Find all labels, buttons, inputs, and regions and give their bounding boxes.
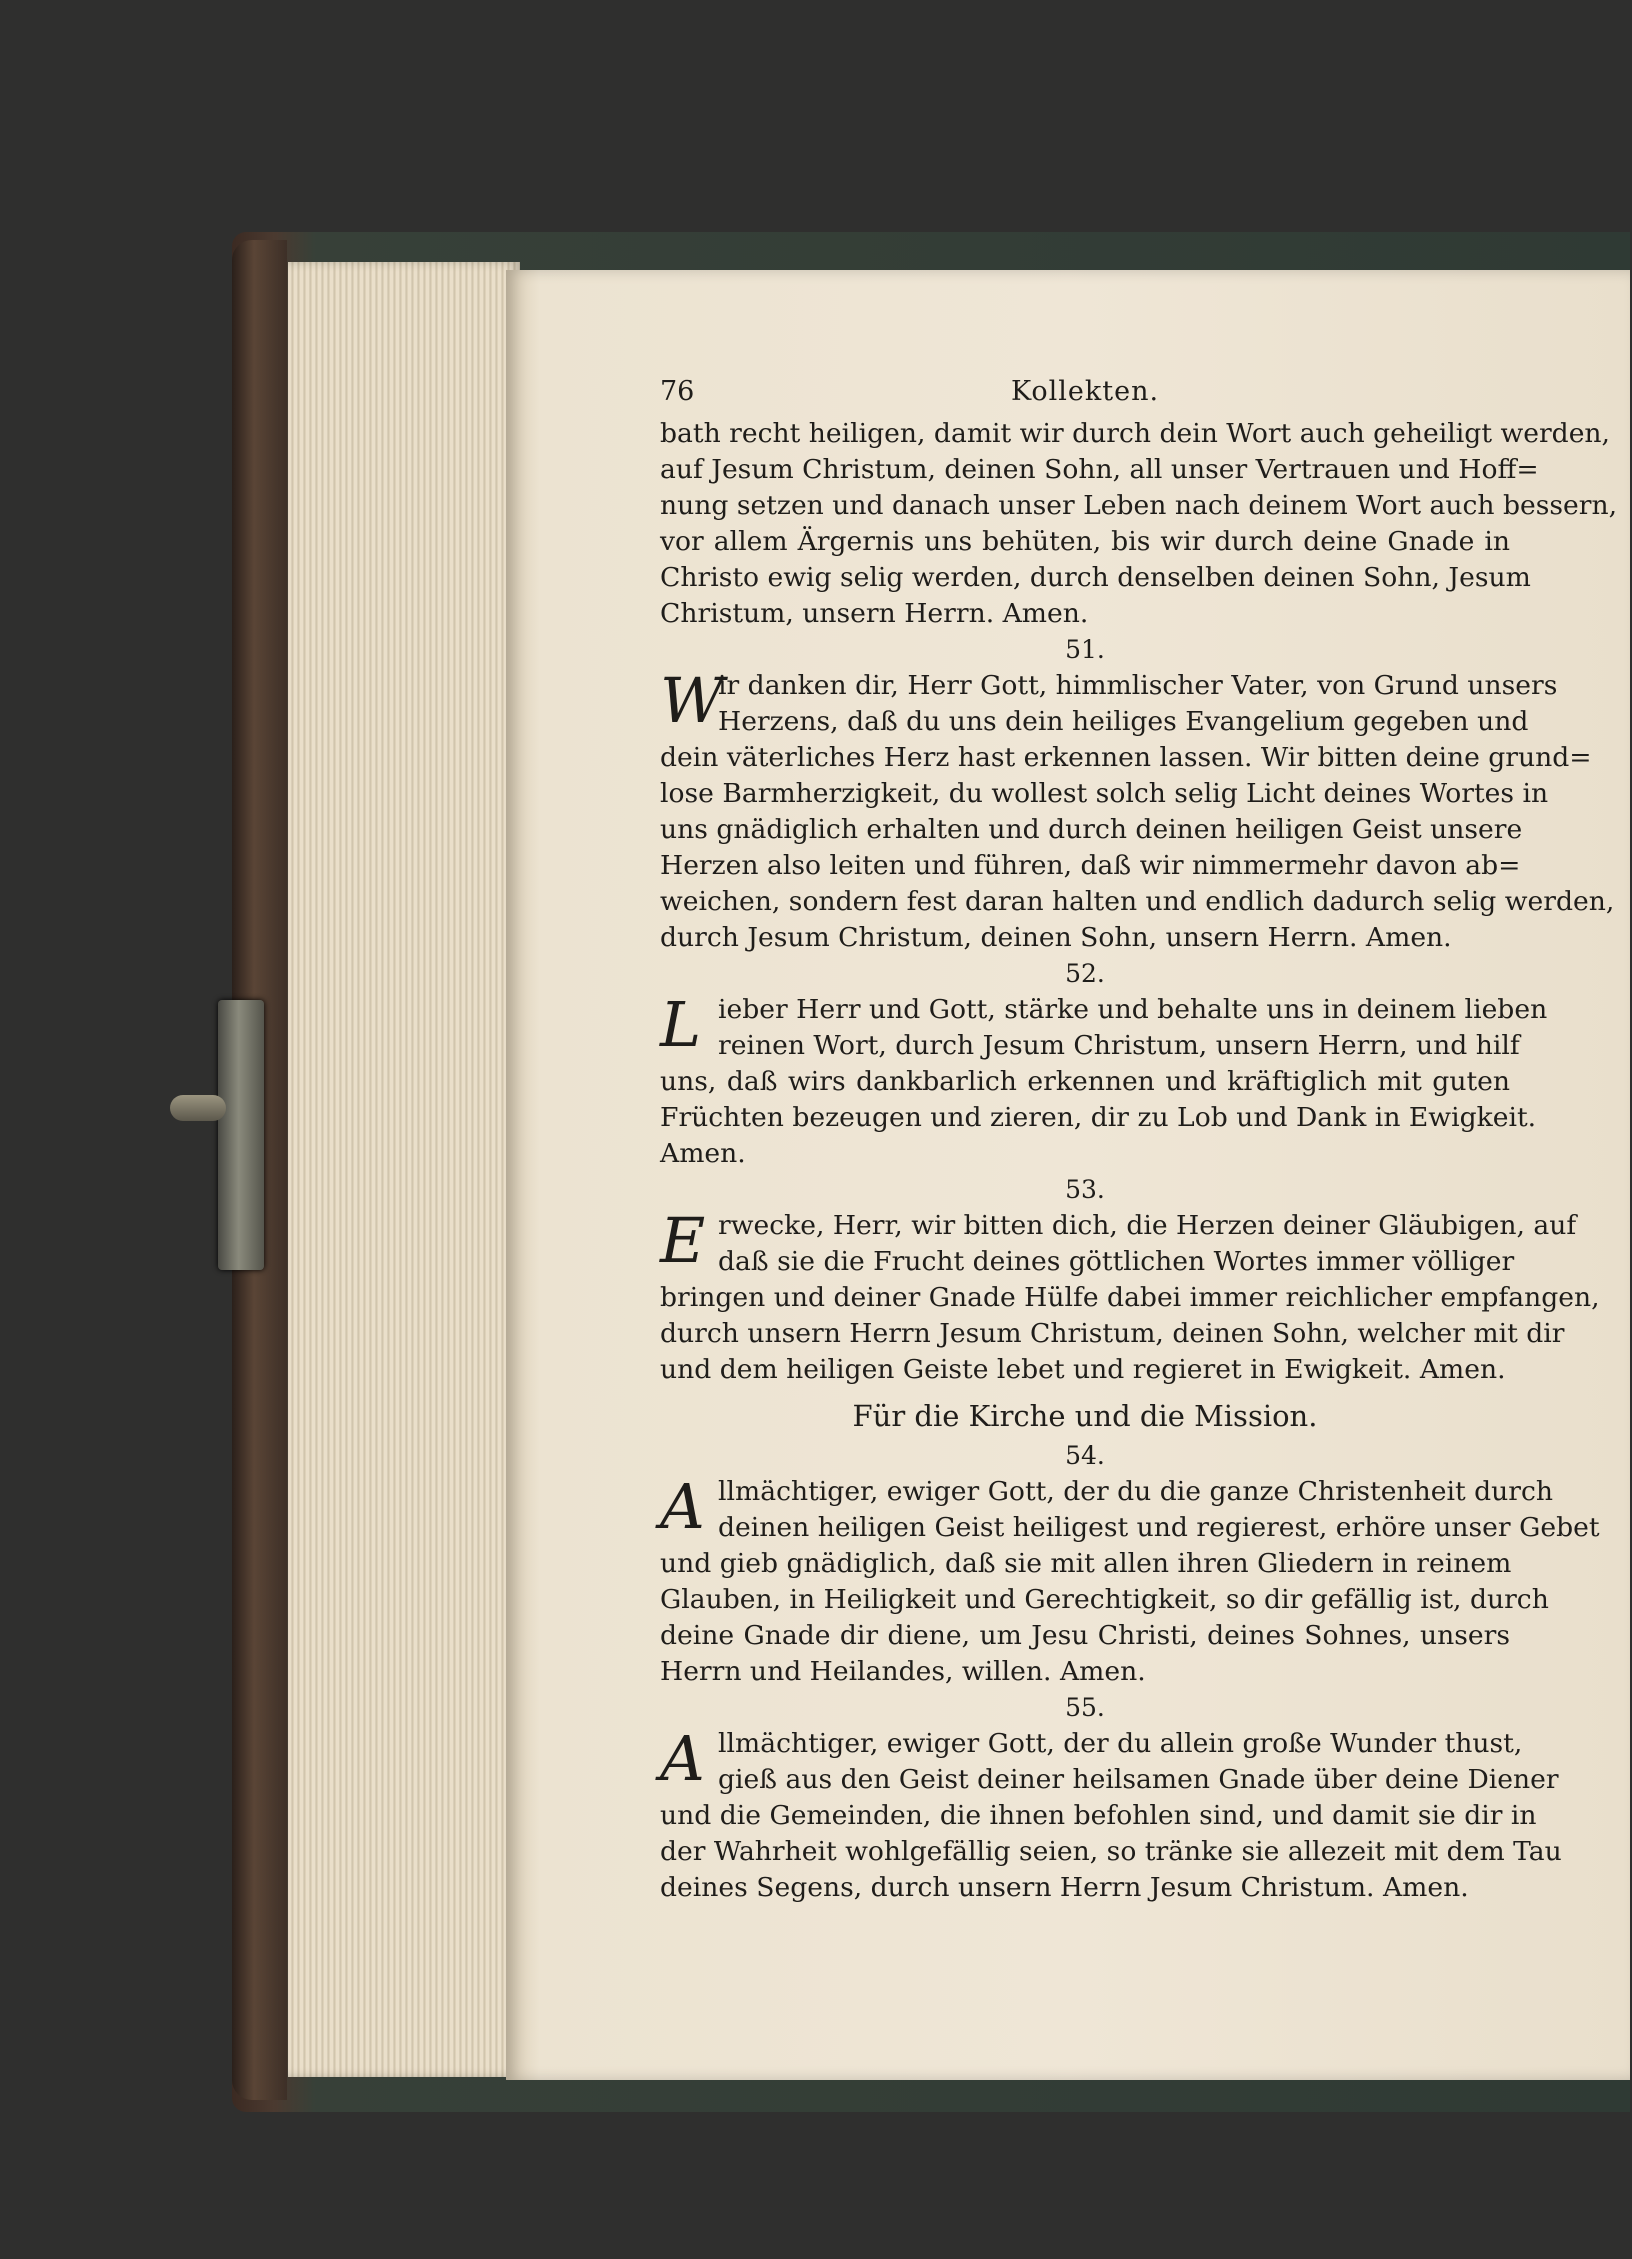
intro-paragraph bbox=[660, 416, 1618, 632]
drop-initial: L bbox=[660, 988, 702, 1061]
text-line: und gieb gnädiglich, daß sie mit allen ihren Gliedern in reinem bbox=[660, 1548, 1512, 1579]
running-head bbox=[660, 376, 1510, 416]
text-line: nung setzen und danach unser Leben nach deinem Wort auch bessern, bbox=[660, 490, 1618, 521]
text-line: Herzen also leiten und führen, daß wir nimmermehr davon ab= bbox=[660, 850, 1521, 881]
book-clasp bbox=[218, 1000, 264, 1270]
text-line: Amen. bbox=[660, 1138, 746, 1169]
collect-53 bbox=[660, 1172, 1600, 1388]
drop-initial: A bbox=[660, 1722, 705, 1795]
text-line: Christo ewig selig werden, durch denselben deinen Sohn, Jesum bbox=[660, 562, 1531, 593]
drop-initial: E bbox=[660, 1204, 706, 1277]
text-line: uns gnädiglich erhalten und durch deinen heiligen Geist unsere bbox=[660, 814, 1523, 845]
text-line: und dem heiligen Geiste lebet und regieret in Ewigkeit. Amen. bbox=[660, 1354, 1506, 1385]
collect-55 bbox=[660, 1690, 1562, 1906]
text-line: daß sie die Frucht deines göttlichen Wortes immer völliger bbox=[718, 1246, 1515, 1277]
text-line: lose Barmherzigkeit, du wollest solch selig Licht deines Wortes in bbox=[660, 778, 1549, 809]
collect-51 bbox=[660, 632, 1615, 956]
collect-number: 51. bbox=[1065, 635, 1105, 664]
text-line: ir danken dir, Herr Gott, himmlischer Vater, von Grund unsers bbox=[718, 670, 1558, 701]
text-line: reinen Wort, durch Jesum Christum, unsern Herrn, und hilf bbox=[718, 1030, 1520, 1061]
page-text bbox=[660, 376, 1618, 1916]
text-line: der Wahrheit wohlgefällig seien, so tränke sie allezeit mit dem Tau bbox=[660, 1836, 1562, 1867]
text-line: auf Jesum Christum, deinen Sohn, all unser Vertrauen und Hoff= bbox=[660, 454, 1539, 485]
text-line: gieß aus den Geist deiner heilsamen Gnade über deine Diener bbox=[718, 1764, 1559, 1795]
page-title: Kollekten. bbox=[1010, 376, 1160, 407]
text-line: Christum, unsern Herrn. Amen. bbox=[660, 598, 1089, 629]
text-line: uns, daß wirs dankbarlich erkennen und kräftiglich mit guten bbox=[660, 1066, 1510, 1097]
collect-number: 55. bbox=[1065, 1693, 1105, 1722]
collect-number: 52. bbox=[1065, 959, 1105, 988]
text-line: deine Gnade dir diene, um Jesu Christi, deines Sohnes, unsers bbox=[660, 1620, 1510, 1651]
collect-54 bbox=[660, 1438, 1600, 1690]
drop-initial: A bbox=[660, 1470, 705, 1543]
drop-initial: W bbox=[660, 664, 724, 737]
text-line: bringen und deiner Gnade Hülfe dabei immer reichlicher empfangen, bbox=[660, 1282, 1600, 1313]
text-line: durch Jesum Christum, deinen Sohn, unsern Herrn. Amen. bbox=[660, 922, 1452, 953]
text-line: rwecke, Herr, wir bitten dich, die Herzen deiner Gläubigen, auf bbox=[718, 1210, 1577, 1241]
page-fore-edges bbox=[288, 262, 520, 2077]
text-line: Herrn und Heilandes, willen. Amen. bbox=[660, 1656, 1146, 1687]
collect-52 bbox=[660, 956, 1548, 1172]
text-line: und die Gemeinden, die ihnen befohlen sind, und damit sie dir in bbox=[660, 1800, 1537, 1831]
text-line: ieber Herr und Gott, stärke und behalte uns in deinem lieben bbox=[718, 994, 1548, 1025]
text-line: llmächtiger, ewiger Gott, der du allein große Wunder thust, bbox=[718, 1728, 1523, 1759]
text-line: deinen heiligen Geist heiligest und regierest, erhöre unser Gebet bbox=[718, 1512, 1600, 1543]
text-line: weichen, sondern fest daran halten und endlich dadurch selig werden, bbox=[660, 886, 1615, 917]
collect-number: 54. bbox=[1065, 1441, 1105, 1470]
clasp-pin bbox=[170, 1095, 226, 1121]
text-line: durch unsern Herrn Jesum Christum, deinen Sohn, welcher mit dir bbox=[660, 1318, 1565, 1349]
section-heading: Für die Kirche und die Mission. bbox=[852, 1399, 1318, 1433]
page-number: 76 bbox=[660, 376, 695, 407]
text-line: dein väterliches Herz hast erkennen lassen. Wir bitten deine grund= bbox=[660, 742, 1592, 773]
text-line: deines Segens, durch unsern Herrn Jesum Christum. Amen. bbox=[660, 1872, 1469, 1903]
collect-number: 53. bbox=[1065, 1175, 1105, 1204]
text-line: bath recht heiligen, damit wir durch dein Wort auch geheiligt werden, bbox=[660, 418, 1611, 449]
text-line: llmächtiger, ewiger Gott, der du die ganze Christenheit durch bbox=[718, 1476, 1553, 1507]
text-line: Früchten bezeugen und zieren, dir zu Lob und Dank in Ewigkeit. bbox=[660, 1102, 1537, 1133]
text-line: vor allem Ärgernis uns behüten, bis wir durch deine Gnade in bbox=[660, 526, 1510, 557]
text-line: Glauben, in Heiligkeit und Gerechtigkeit, so dir gefällig ist, durch bbox=[660, 1584, 1549, 1615]
text-line: Herzens, daß du uns dein heiliges Evangelium gegeben und bbox=[718, 706, 1529, 737]
